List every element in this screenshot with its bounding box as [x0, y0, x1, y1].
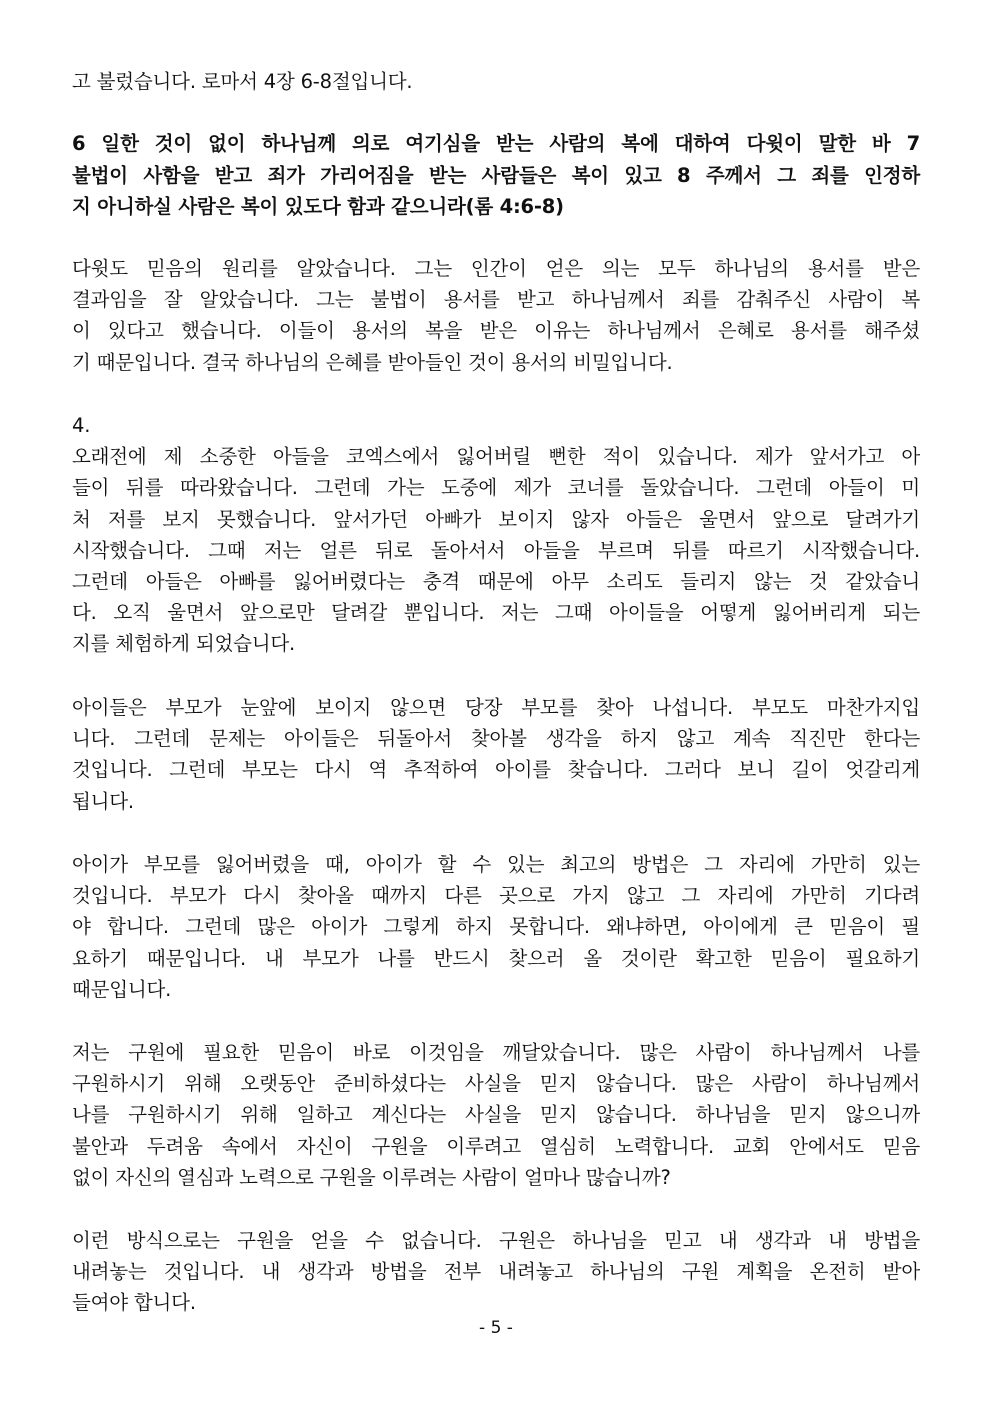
- text-line: 지를 체험하게 되었습니다.: [72, 632, 296, 656]
- paragraph-lost-child: [72, 849, 920, 1005]
- text-line: 들여야 합니다.: [72, 1291, 196, 1315]
- text-line: 오래전에 제 소중한 아들을 코엑스에서 잃어버릴 뻔한 적이 있습니다. 제가 앞서가고 아: [72, 445, 920, 469]
- text-line: 때문입니다.: [72, 977, 172, 1001]
- text-line: 것입니다. 부모가 다시 찾아올 때까지 다른 곳으로 가지 않고 그 자리에 가만히 기다려: [72, 884, 920, 908]
- paragraph-david: [72, 253, 920, 378]
- text-line: 없이 자신의 열심과 노력으로 구원을 이루려는 사람이 얼마나 많습니까?: [72, 1165, 671, 1189]
- text-line: 다. 오직 울면서 앞으로만 달려갈 뿐입니다. 저는 그때 아이들을 어떻게 잃어버리게 되는: [72, 601, 920, 625]
- text-line: 아이들은 부모가 눈앞에 보이지 않으면 당장 부모를 찾아 나섭니다. 부모도 마찬가지입: [72, 696, 920, 719]
- text-line: 불안과 두려움 속에서 자신이 구원을 이루려고 열심히 노력합니다. 교회 안에서도 믿음: [72, 1134, 920, 1158]
- text-line: 니다. 그런데 문제는 아이들은 뒤돌아서 찾아볼 생각을 하지 않고 계속 직진만 한다는: [72, 727, 921, 751]
- text-line: 요하기 때문입니다. 내 부모가 나를 반드시 찾으러 올 것이란 확고한 믿음이 필요하기: [72, 946, 921, 970]
- paragraph-children: [72, 692, 920, 817]
- text-line: 이런 방식으로는 구원을 얻을 수 없습니다. 구원은 하나님을 믿고 내 생각과 내 방법을: [72, 1229, 920, 1252]
- text-line: 기 때문입니다. 결국 하나님의 은혜를 받아들인 것이 용서의 비밀입니다.: [72, 350, 673, 374]
- text-line: 6 일한 것이 없이 하나님께 의로 여기심을 받는 사람의 복에 대하여 다윗이 말한 바 7: [72, 132, 920, 155]
- paragraph-intro: [72, 66, 920, 97]
- text-line: 됩니다.: [72, 789, 134, 813]
- text-line: 지 아니하실 사람은 복이 있도다 함과 같으니라(롬 4:6-8): [72, 195, 564, 218]
- text-line: 고 불렀습니다. 로마서 4장 6-8절입니다.: [72, 70, 413, 93]
- text-line: 다윗도 믿음의 원리를 알았습니다. 그는 인간이 얻은 의는 모두 하나님의 용서를 받은: [72, 257, 921, 280]
- text-line: 결과임을 잘 알았습니다. 그는 불법이 용서를 받고 하나님께서 죄를 감춰주신 사람이 복: [72, 288, 920, 312]
- text-line: 저는 구원에 필요한 믿음이 바로 이것임을 깨달았습니다. 많은 사람이 하나님께서 나를: [72, 1041, 920, 1064]
- text-line: 불법이 사함을 받고 죄가 가리어짐을 받는 사람들은 복이 있고 8 주께서 그 죄를 인정하: [72, 163, 920, 187]
- paragraph-conclusion: [72, 1225, 920, 1319]
- text-line: 들이 뒤를 따라왔습니다. 그런데 가는 도중에 제가 코너를 돌았습니다. 그런데 아들이 미: [72, 476, 920, 500]
- text-line: 아이가 부모를 잃어버렸을 때, 아이가 할 수 있는 최고의 방법은 그 자리에 가만히 있는: [72, 853, 920, 876]
- text-line: 야 합니다. 그런데 많은 아이가 그렇게 하지 못합니다. 왜냐하면, 아이에게 큰 믿음이 필: [72, 915, 920, 939]
- text-line: 시작했습니다. 그때 저는 얼른 뒤로 돌아서서 아들을 부르며 뒤를 따르기 시작했습니다.: [72, 538, 920, 562]
- text-line: 나를 구원하시기 위해 일하고 계신다는 사실을 믿지 않습니다. 하나님을 믿지 않으니까: [72, 1103, 920, 1127]
- text-line: 이 있다고 했습니다. 이들이 용서의 복을 받은 이유는 하나님께서 은혜로 용서를 해주셨: [72, 319, 920, 343]
- text-line: 처 저를 보지 못했습니다. 앞서가던 아빠가 보이지 않자 아들은 울면서 앞으로 달려가기: [72, 507, 920, 531]
- text-line: 내려놓는 것입니다. 내 생각과 방법을 전부 내려놓고 하나님의 구원 계획을 온전히 받아: [72, 1260, 920, 1284]
- scripture-quote: [72, 128, 920, 223]
- paragraph-section-4: [72, 410, 920, 660]
- text-line: 것입니다. 그런데 부모는 다시 역 추적하여 아이를 찾습니다. 그러다 보니 길이 엇갈리게: [72, 758, 920, 782]
- text-line: 그런데 아들은 아빠를 잃어버렸다는 충격 때문에 아무 소리도 들리지 않는 것 같았습니: [72, 570, 920, 594]
- page-number: - 5 -: [479, 1318, 513, 1338]
- paragraph-salvation-faith: [72, 1037, 920, 1193]
- text-line: 구원하시기 위해 오랫동안 준비하셨다는 사실을 믿지 않습니다. 많은 사람이 하나님께서: [72, 1072, 920, 1096]
- section-number: 4.: [72, 414, 91, 437]
